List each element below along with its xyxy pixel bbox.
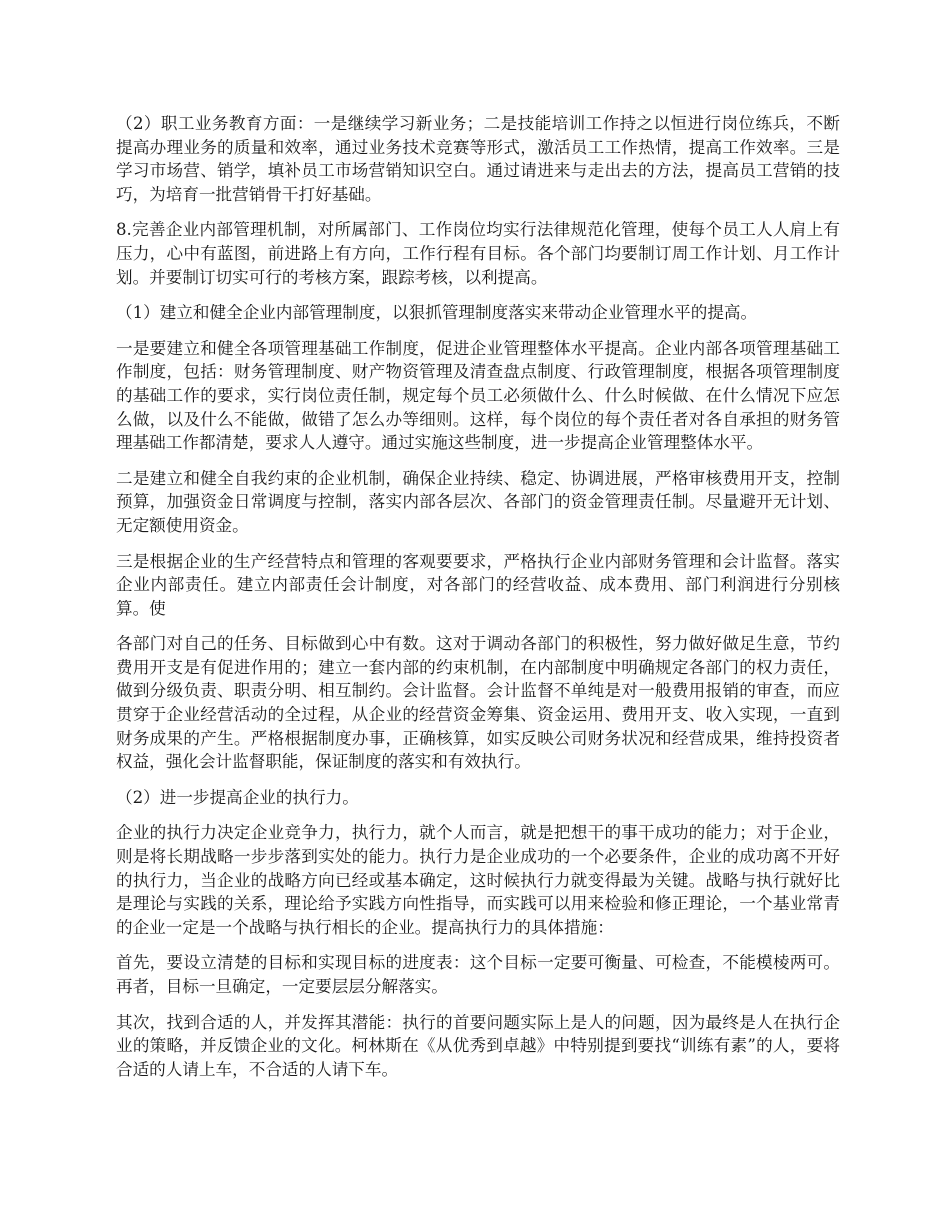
document-body [116,112,840,1093]
paragraph-basic-work-system: 一是要建立和健全各项管理基础工作制度，促进企业管理整体水平提高。企业内部各项管理基础工作制度，包括：财务管理制度、财产物资管理及清查盘点制度、行政管理制度，根据各项管理制度的基础工作的要求，实行岗位责任制，规定每个员工必须做什么、什么时候做、在什么情况下应怎么做，以及什么不能做，做错了怎么办等细则。这样，每个岗位的每个责任者对各自承担的财务管理基础工作都清楚，要求人人遵守。通过实施这些制度，进一步提高企业管理整体水平。 [116,338,840,453]
paragraph-accounting-supervision: 三是根据企业的生产经营特点和管理的客观要要求，严格执行企业内部财务管理和会计监督。落实企业内部责任。建立内部责任会计制度，对各部门的经营收益、成本费用、部门利润进行分别核算。使 [116,551,840,618]
paragraph-execution-heading: （2）进一步提高企业的执行力。 [116,787,359,807]
paragraph-self-restraint-mechanism: 二是建立和健全自我约束的企业机制，确保企业持续、稳定、协调进展，严格审核费用开支，控制预算，加强资金日常调度与控制，落实内部各层次、各部门的资金管理责任制。尽量避开无计划、无定额使用资金。 [116,468,840,535]
paragraph-department-responsibility: 各部门对自己的任务、目标做到心中有数。这对于调动各部门的积极性，努力做好做足生意，节约费用开支是有促进作用的；建立一套内部的约束机制，在内部制度中明确规定各部门的权力责任，做到分级负责、职责分明、相互制约。会计监督。会计监督不单纯是对一般费用报销的审查，而应贯穿于企业经营活动的全过程，从企业的经营资金筹集、资金运用、费用开支、收入实现，一直到财务成果的产生。严格根据制度办事，正确核算，如实反映公司财务状况和经营成果，维持投资者权益，强化会计监督职能，保证制度的落实和有效执行。 [116,634,840,772]
paragraph-execution-power: 企业的执行力决定企业竞争力，执行力，就个人而言，就是把想干的事干成功的能力；对于企业，则是将长期战略一步步落到实处的能力。执行力是企业成功的一个必要条件，企业的成功离不开好的执行力，当企业的战略方向已经或基本确定，这时候执行力就变得最为关键。战略与执行就好比是理论与实践的关系，理论给予实践方向性指导，而实践可以用来检验和修正理论，一个基业常青的企业一定是一个战略与执行相长的企业。提高执行力的具体措施： [116,823,840,937]
paragraph-management-system-heading: （1）建立和健全企业内部管理制度，以狠抓管理制度落实来带动企业管理水平的提高。 [116,303,758,323]
paragraph-employee-education: （2）职工业务教育方面：一是继续学习新业务；二是技能培训工作持之以恒进行岗位练兵，不断提高办理业务的质量和效率，通过业务技术竞赛等形式，激活员工工作热情，提高工作效率。三是学习市场营、销学，填补员工市场营销知识空白。通过请进来与走出去的方法，提高员工营销的技巧，为培育一批营销骨干打好基础。 [116,114,840,204]
paragraph-clear-goals: 首先，要设立清楚的目标和实现目标的进度表：这个目标一定要可衡量、可检查，不能模棱两可。再者，目标一旦确定，一定要层层分解落实。 [116,953,840,996]
paragraph-internal-management: 8.完善企业内部管理机制，对所属部门、工作岗位均实行法律规范化管理，使每个员工人人肩上有压力，心中有蓝图，前进路上有方向，工作行程有目标。各个部门均要制订周工作计划、月工作计划。并要制订切实可行的考核方案，跟踪考核，以利提高。 [116,220,840,287]
paragraph-right-people: 其次，找到合适的人，并发挥其潜能：执行的首要问题实际上是人的问题，因为最终是人在执行企业的策略，并反馈企业的文化。柯林斯在《从优秀到卓越》中特别提到要找“训练有素”的人，要将合适的人请上车，不合适的人请下车。 [116,1012,840,1079]
